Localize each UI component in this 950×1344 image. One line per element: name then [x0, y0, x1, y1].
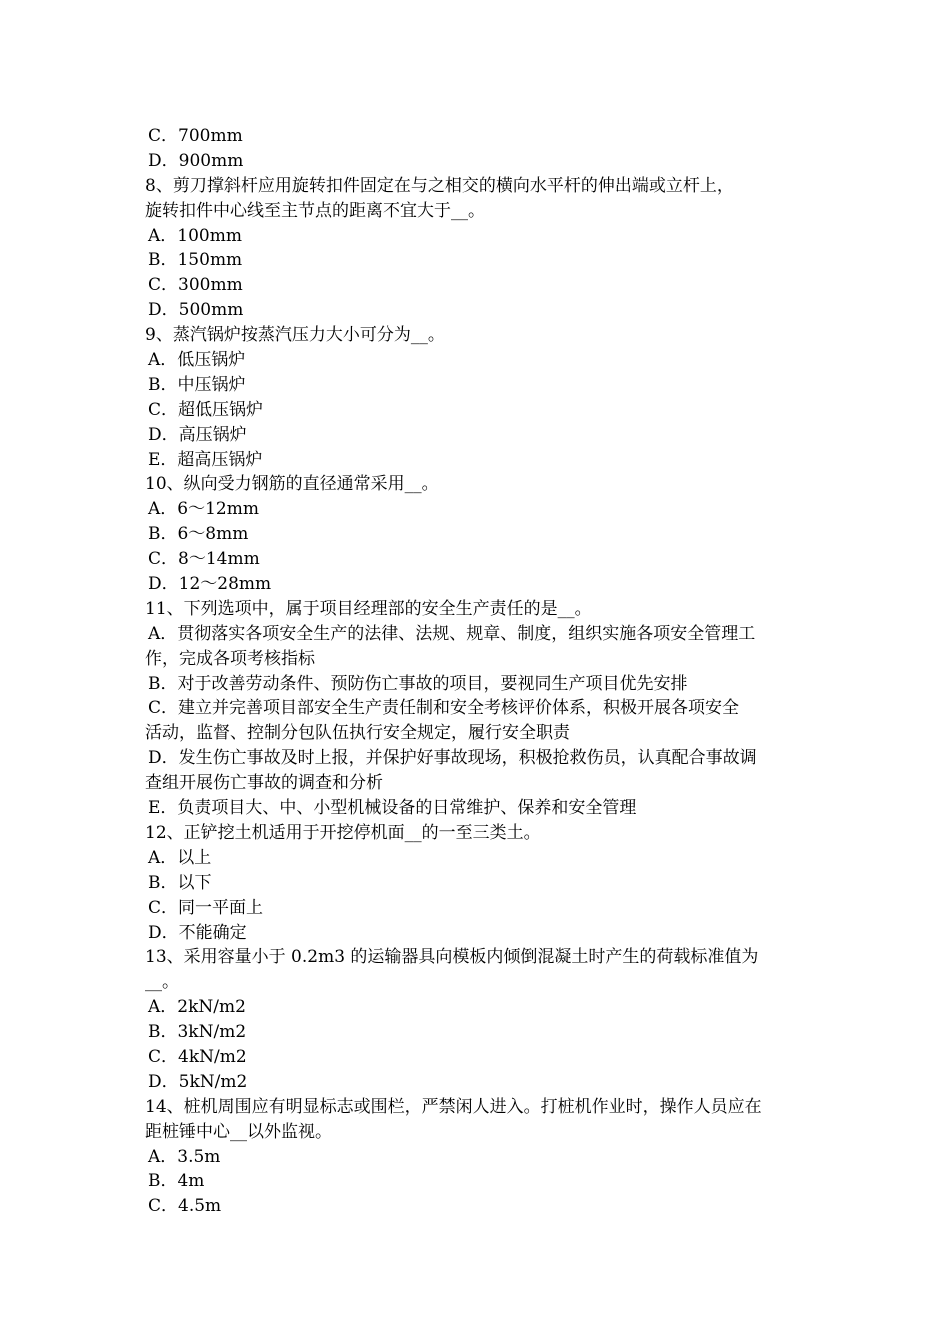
answer-option-line: D．高压锅炉: [148, 424, 247, 445]
answer-option-line: C．4.5m: [148, 1196, 222, 1217]
answer-option-line: B．中压锅炉: [148, 374, 246, 395]
question-text-line: 查组开展伤亡事故的调查和分析: [145, 773, 383, 794]
answer-option-line: C．超低压锅炉: [148, 399, 264, 420]
question-text-line: 8、剪刀撑斜杆应用旋转扣件固定在与之相交的横向水平杆的伸出端或立杆上，: [145, 175, 734, 196]
answer-option-line: B．6～8mm: [148, 524, 249, 545]
answer-option-line: C．700mm: [148, 126, 243, 146]
answer-option-line: A．6～12mm: [148, 499, 259, 520]
answer-option-line: A．2kN/m2: [148, 997, 246, 1018]
answer-option-line: D．不能确定: [148, 922, 247, 943]
question-text-line: 距桩锤中心__以外监视。: [145, 1121, 332, 1142]
answer-option-line: D．5kN/m2: [148, 1071, 248, 1092]
question-text-line: 10、纵向受力钢筋的直径通常采用__。: [145, 474, 439, 495]
document-page: [145, 124, 810, 1219]
answer-option-line: C．同一平面上: [148, 897, 264, 918]
answer-option-line: E．负责项目大、中、小型机械设备的日常维护、保养和安全管理: [148, 798, 637, 819]
question-text-line: 12、正铲挖土机适用于开挖停机面__的一至三类土。: [145, 822, 541, 843]
answer-option-line: D．12～28mm: [148, 574, 272, 595]
question-text-line: 作，完成各项考核指标: [145, 648, 315, 669]
answer-option-line: A．100mm: [148, 225, 242, 246]
answer-option-line: D．发生伤亡事故及时上报，并保护好事故现场，积极抢救伤员，认真配合事故调: [148, 748, 757, 769]
answer-option-line: B．以下: [148, 872, 212, 893]
question-text-line: 11、下列选项中，属于项目经理部的安全生产责任的是__。: [145, 598, 592, 619]
answer-option-line: B．3kN/m2: [148, 1022, 247, 1043]
answer-option-line: B．对于改善劳动条件、预防伤亡事故的项目，要视同生产项目优先安排: [148, 673, 688, 694]
question-text-line: 9、蒸汽锅炉按蒸汽压力大小可分为__。: [145, 325, 445, 346]
answer-option-line: A．以上: [148, 847, 212, 868]
question-text-line: 14、桩机周围应有明显标志或围栏，严禁闲人进入。打桩机作业时，操作人员应在: [145, 1096, 762, 1117]
answer-option-line: D．900mm: [148, 150, 244, 171]
question-text-line: 13、采用容量小于 0.2m3 的运输器具向模板内倾倒混凝土时产生的荷载标准值为: [145, 947, 759, 968]
answer-option-line: E．超高压锅炉: [148, 449, 263, 470]
question-text-line: __。: [145, 972, 179, 993]
answer-option-line: C．300mm: [148, 275, 243, 296]
answer-option-line: C．8～14mm: [148, 549, 260, 570]
answer-option-line: D．500mm: [148, 300, 244, 321]
answer-option-line: A．3.5m: [148, 1146, 221, 1167]
question-text-line: 旋转扣件中心线至主节点的距离不宜大于__。: [145, 200, 485, 221]
answer-option-line: C．4kN/m2: [148, 1046, 247, 1067]
answer-option-line: A．低压锅炉: [148, 350, 246, 371]
question-text-line: 活动，监督、控制分包队伍执行安全规定，履行安全职责: [145, 723, 570, 744]
answer-option-line: C．建立并完善项目部安全生产责任制和安全考核评价体系，积极开展各项安全: [148, 698, 740, 719]
answer-option-line: B．150mm: [148, 250, 243, 271]
answer-option-line: B．4m: [148, 1171, 205, 1192]
answer-option-line: A．贯彻落实各项安全生产的法律、法规、规章、制度，组织实施各项安全管理工: [148, 623, 756, 644]
